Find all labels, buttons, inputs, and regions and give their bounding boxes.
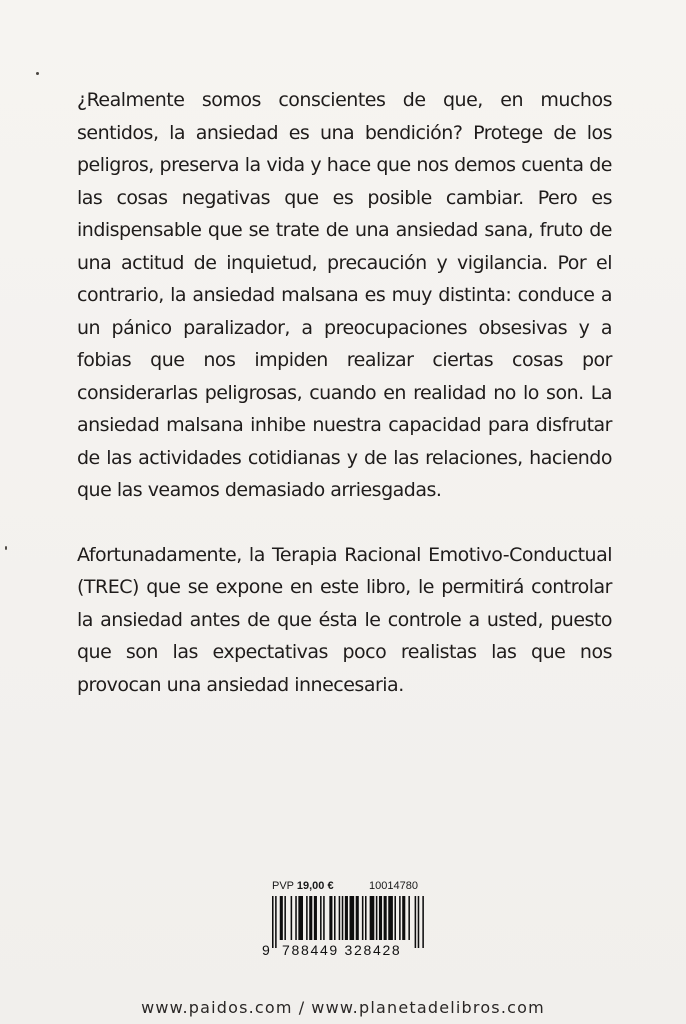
pvp-label: PVP: [272, 880, 294, 892]
barcode-bar: [272, 896, 274, 948]
price-label: [272, 880, 334, 892]
barcode-bar: [356, 896, 359, 940]
barcode-bar: [394, 896, 396, 940]
paper-speck: [36, 72, 39, 75]
barcode-bar: [362, 896, 364, 940]
barcode-bar: [399, 896, 401, 940]
barcode-bar: [384, 896, 387, 940]
cover-blurb: [77, 84, 612, 701]
barcode-bar: [314, 896, 317, 940]
barcode-bar: [345, 896, 348, 940]
barcode-bar: [298, 896, 303, 940]
barcode-bar: [295, 896, 297, 940]
barcode-bar: [418, 896, 420, 948]
barcode-bar: [320, 896, 322, 940]
barcode-bar: [342, 896, 344, 940]
barcode-bar: [365, 896, 367, 940]
blurb-paragraph-1: ¿Realmente somos conscientes de que, en muchos sentidos, la ansiedad es una bendición? Protege de los peligros, preserva la vida y hace que nos demos cuenta de las cosas negativas que es posible cambiar. Pero es indispensable que se trate de una ansiedad sana, fruto de una actitud de inquietud, precaución y vigilancia. Por el contrario, la ansiedad malsana es muy distinta: conduce a un pánico paralizador, a preocupaciones obsesivas y a fobias que nos impiden realizar ciertas cosas por considerarlas peligrosas, cuando en realidad no lo son. La ansiedad malsana inhibe nuestra capacidad para disfrutar de las actividades cotidianas y de las relaciones, haciendo que las veamos demasiado arriesgadas.: [77, 89, 612, 501]
isbn-first-digit: 9: [262, 942, 270, 958]
publisher-websites: [0, 998, 686, 1017]
website-link-planetadelibros[interactable]: www.planetadelibros.com: [311, 998, 545, 1017]
footer-separator: /: [298, 998, 306, 1017]
barcode-icon: [272, 896, 424, 948]
barcode-bar: [415, 896, 417, 948]
barcode-bar: [379, 896, 382, 940]
barcode-bar: [275, 896, 277, 948]
barcode-bar: [376, 896, 378, 940]
blurb-paragraph-2: Afortunadamente, la Terapia Racional Emotivo-Conductual (TREC) que se expone en este libro, le permitirá controlar la ansiedad antes de que ésta le controle a usted, puesto que son las expectativas poco realistas las que nos provocan una ansiedad innecesaria.: [77, 543, 612, 696]
barcode-bar: [370, 896, 375, 940]
price-value: 19,00 €: [296, 880, 334, 892]
barcode-bar: [350, 896, 355, 940]
barcode-bar: [280, 896, 283, 940]
barcode-bar: [388, 896, 393, 940]
barcode-bar: [309, 896, 312, 940]
barcode-bar: [408, 896, 410, 940]
website-link-paidos[interactable]: www.paidos.com: [141, 998, 293, 1017]
reference-code: 10014780: [369, 880, 418, 892]
barcode-block: [262, 880, 432, 964]
paper-speck: [5, 546, 7, 550]
barcode-bar: [323, 896, 325, 940]
barcode-bar: [306, 896, 308, 940]
barcode-bar: [291, 896, 293, 940]
isbn-digits: 788449 328428: [282, 942, 402, 958]
barcode-bar: [339, 896, 341, 940]
barcode-bar: [329, 896, 332, 940]
barcode-bar: [422, 896, 424, 948]
barcode-bar: [334, 896, 336, 940]
barcode-bar: [284, 896, 286, 940]
barcode-bar: [402, 896, 405, 940]
